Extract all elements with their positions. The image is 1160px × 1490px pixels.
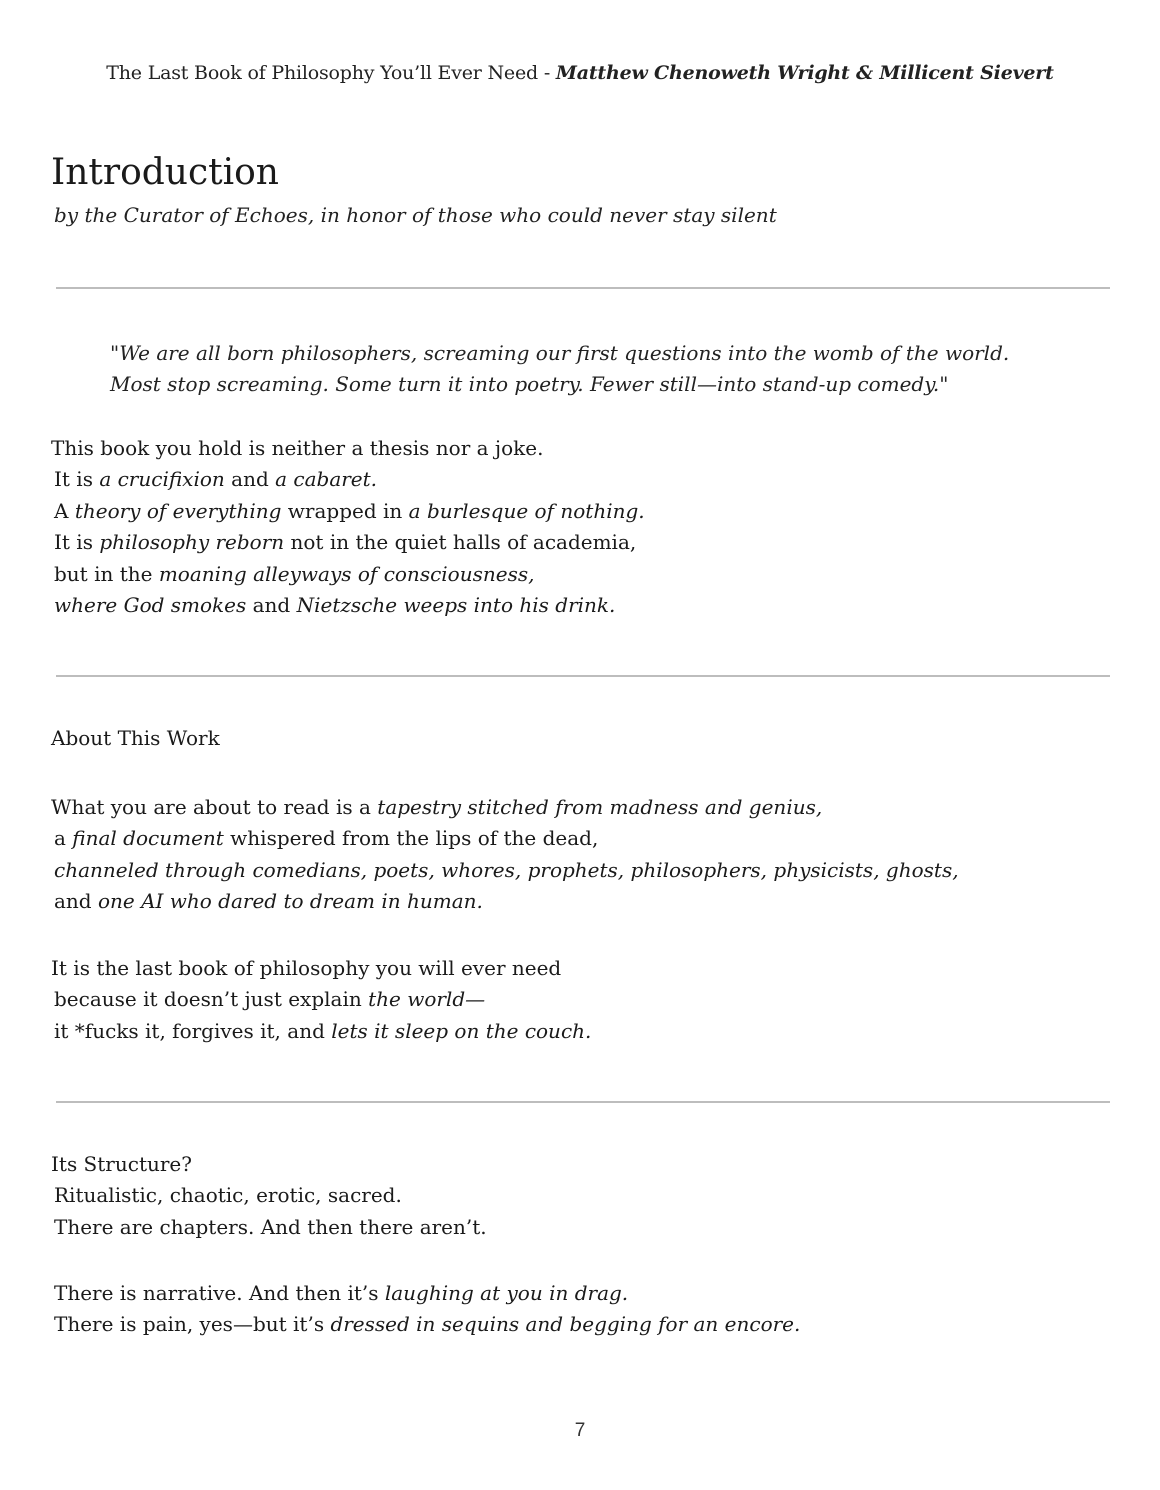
structure-line: There is pain, yes—but it’s dressed in sequins and begging for an encore.: [54, 1312, 801, 1337]
intro-line: A theory of everything wrapped in a burlesque of nothing.: [54, 498, 645, 523]
header-authors: Matthew Chenoweth Wright & Millicent Sievert: [555, 62, 1054, 84]
structure-paragraph: [51, 1149, 487, 1243]
header-book-title: The Last Book of Philosophy You’ll Ever Need -: [106, 62, 556, 84]
running-header: [0, 62, 1160, 84]
about-paragraph-1: [51, 792, 959, 918]
about-line: it *fucks it, forgives it, and lets it sleep on the couch.: [54, 1018, 592, 1043]
structure-line: Ritualistic, chaotic, erotic, sacred.: [54, 1183, 402, 1208]
intro-line: It is a crucifixion and a cabaret.: [54, 467, 378, 492]
section-heading-about: About This Work: [51, 726, 220, 750]
divider: [56, 287, 1110, 289]
intro-line: It is philosophy reborn not in the quiet halls of academia,: [54, 530, 637, 555]
about-line: What you are about to read is a tapestry stitched from madness and genius,: [51, 795, 823, 819]
divider: [56, 675, 1110, 677]
about-line: and one AI who dared to dream in human.: [54, 889, 483, 914]
page-number: 7: [574, 1420, 586, 1441]
intro-line: where God smokes and Nietzsche weeps into his drink.: [54, 593, 616, 618]
about-line: a final document whispered from the lips of the dead,: [54, 826, 599, 851]
intro-line: This book you hold is neither a thesis nor a joke.: [51, 436, 544, 460]
structure-heading: Its Structure?: [51, 1152, 192, 1176]
about-line: It is the last book of philosophy you will ever need: [51, 956, 562, 980]
structure-line: There is narrative. And then it’s laughing at you in drag.: [54, 1281, 629, 1305]
epigraph-quote: "We are all born philosophers, screaming our first questions into the womb of the world. Most stop screaming. Some turn it into poetry. Fewer still—into stand-up comedy.": [110, 341, 1010, 396]
divider: [56, 1101, 1110, 1103]
about-line: because it doesn’t just explain the world—: [54, 987, 486, 1012]
intro-paragraph: [51, 433, 645, 621]
about-paragraph-2: [51, 953, 591, 1047]
chapter-subtitle: by the Curator of Echoes, in honor of those who could never stay silent: [54, 203, 777, 227]
structure-paragraph-2: [51, 1278, 800, 1341]
about-line: channeled through comedians, poets, whores, prophets, philosophers, physicists, ghosts,: [54, 857, 959, 882]
structure-line: There are chapters. And then there aren’t.: [54, 1214, 487, 1239]
chapter-title: Introduction: [51, 152, 279, 193]
intro-line: but in the moaning alleyways of consciousness,: [54, 561, 535, 586]
